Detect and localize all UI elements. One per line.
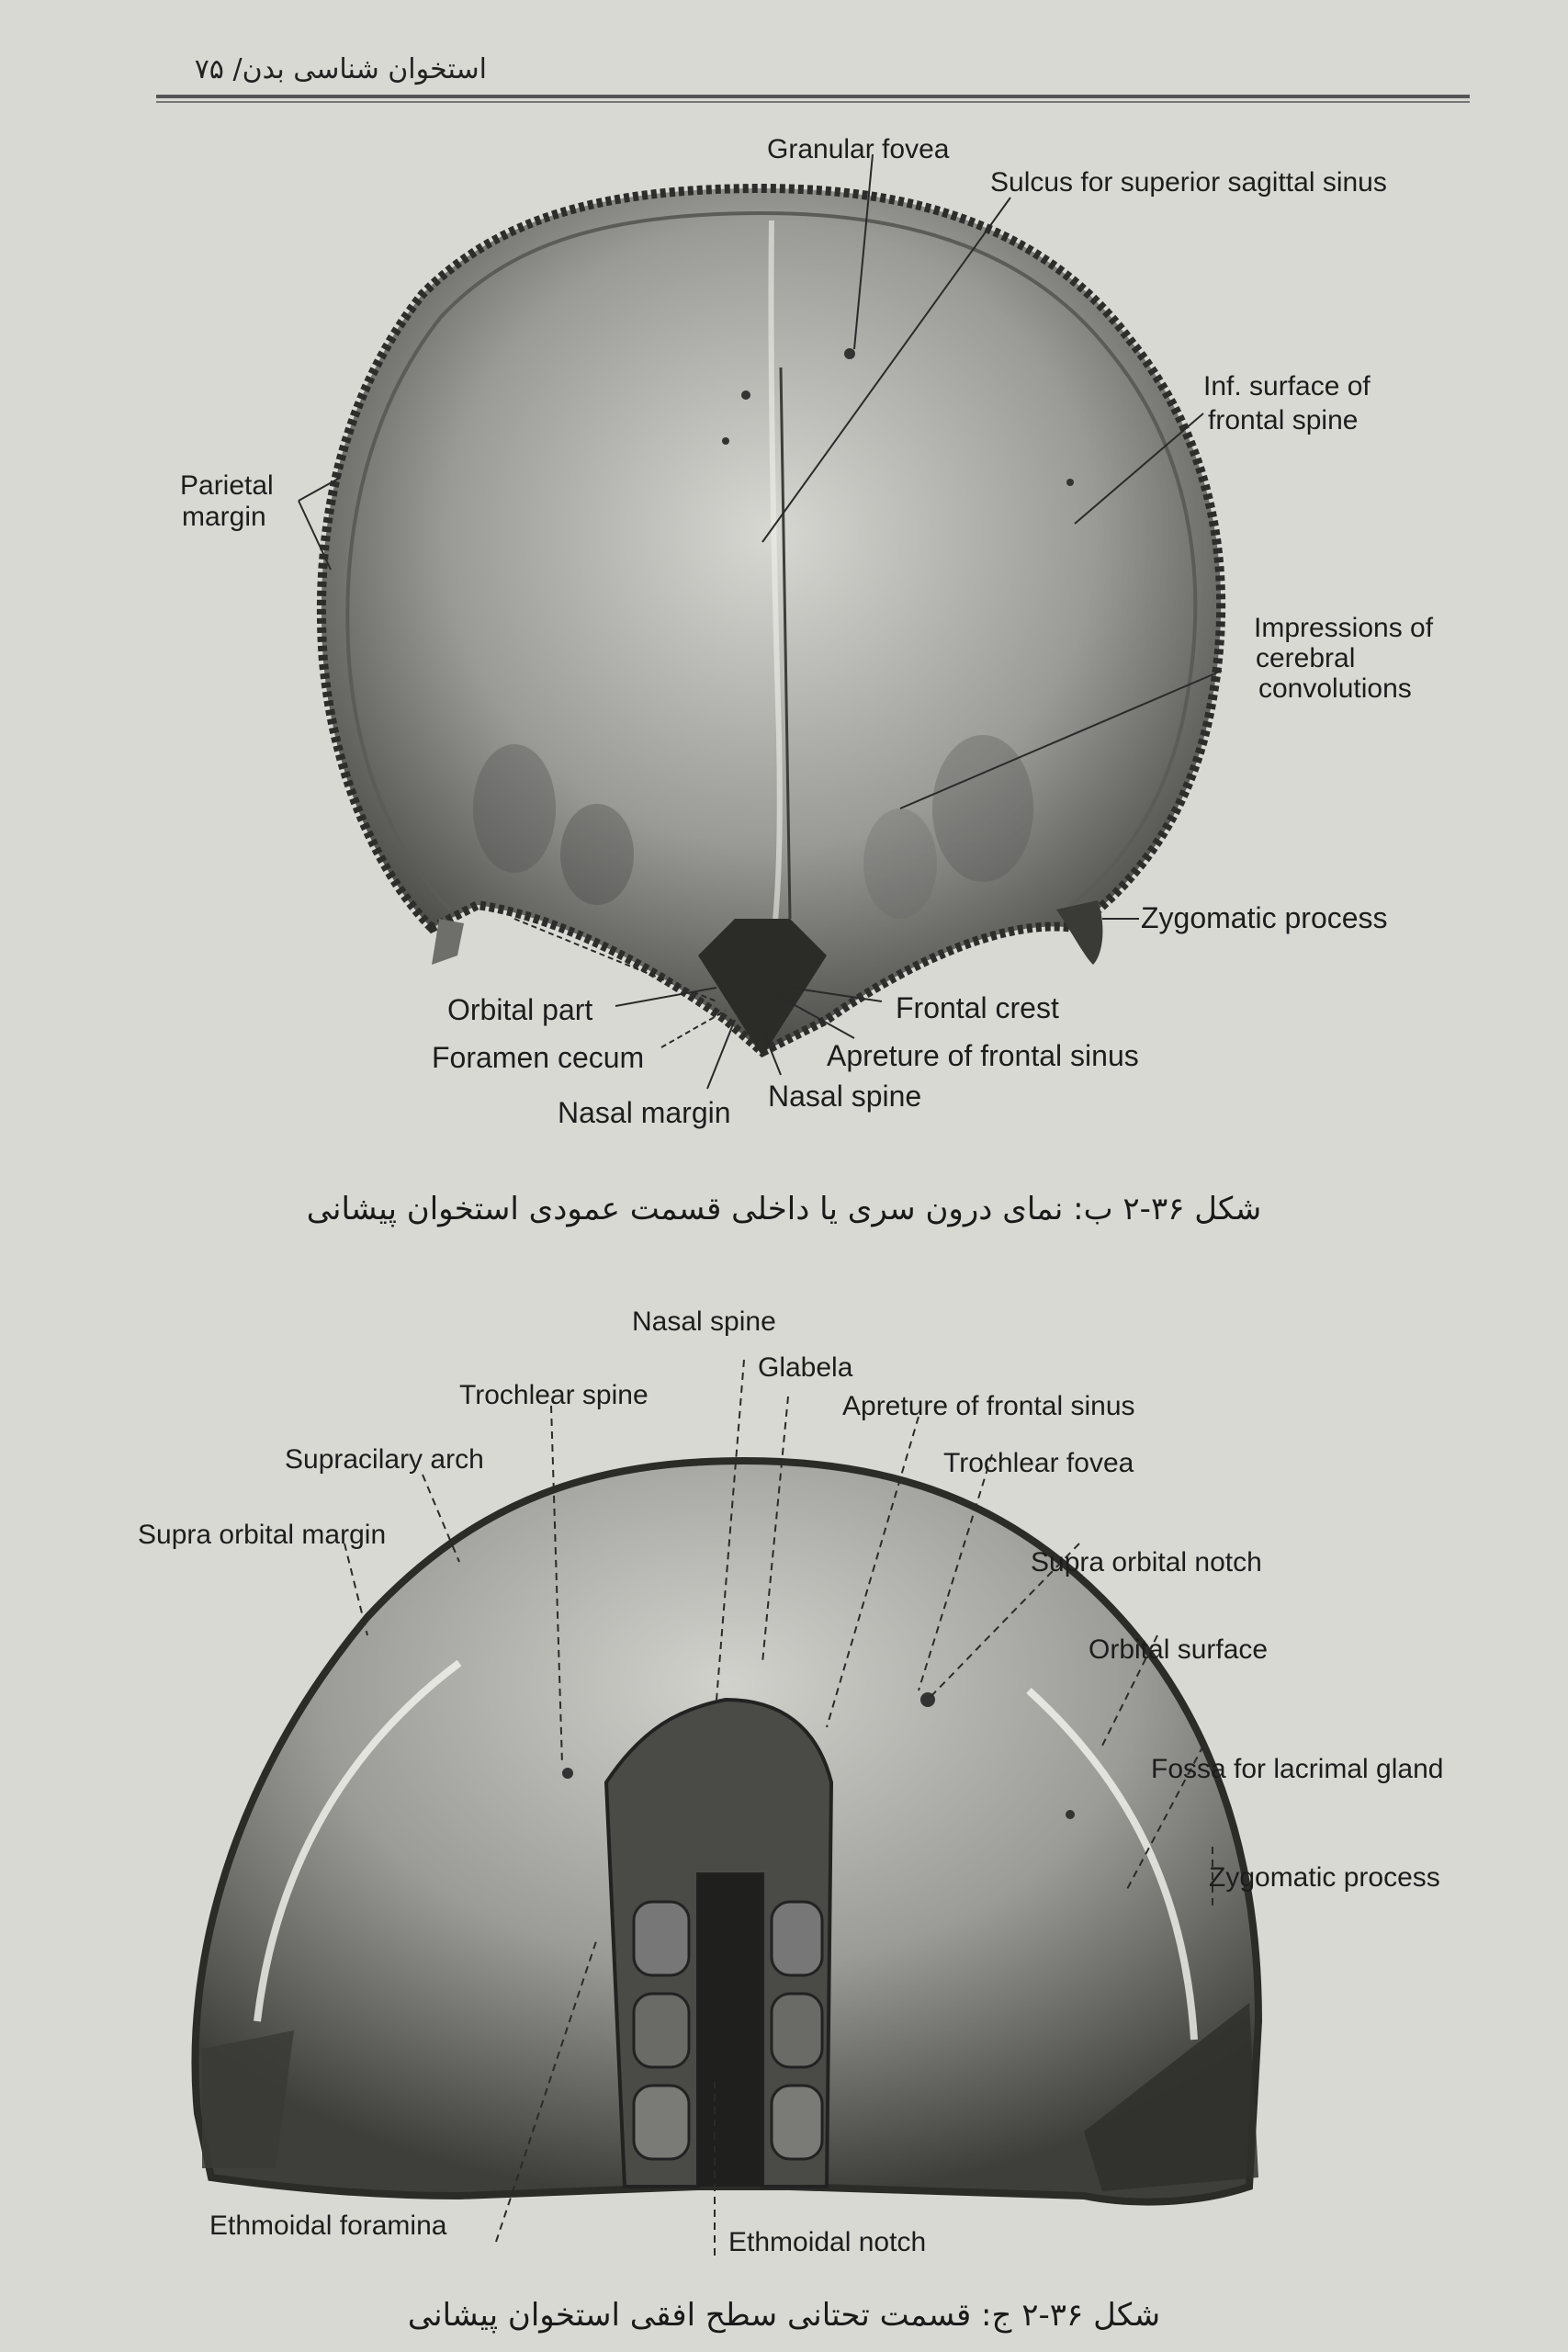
- label-frontal-crest: Frontal crest: [896, 991, 1059, 1024]
- label-inf-surface-frontal-spine-2: frontal spine: [1208, 405, 1359, 435]
- label-zygomatic-process-bottom: Zygomatic process: [1209, 1862, 1440, 1893]
- label-granular-fovea: Granular fovea: [767, 134, 950, 164]
- label-inf-surface-frontal-spine-1: Inf. surface of: [1203, 371, 1371, 401]
- label-orbital-surface: Orbital surface: [1089, 1634, 1269, 1665]
- label-ethmoidal-notch: Ethmoidal notch: [728, 2227, 927, 2257]
- running-title: استخوان شناسی بدن/ ۷۵: [194, 53, 487, 85]
- figure-caption-c: شکل ۳۶-۲ ج: قسمت تحتانی سطح افقی استخوان پیشانی: [407, 2297, 1161, 2334]
- label-impressions-1: Impressions of: [1254, 613, 1434, 643]
- label-supra-orbital-notch: Supra orbital notch: [1031, 1547, 1262, 1577]
- label-nasal-margin: Nasal margin: [558, 1096, 731, 1129]
- label-orbital-part: Orbital part: [447, 993, 593, 1026]
- label-nasal-spine: Nasal spine: [768, 1080, 922, 1113]
- label-nasal-spine-bottom: Nasal spine: [632, 1306, 776, 1337]
- label-sulcus-superior-sagittal-sinus: Sulcus for superior sagittal sinus: [990, 167, 1387, 198]
- label-apreture-frontal-sinus-bottom: Apreture of frontal sinus: [842, 1391, 1135, 1421]
- figure-caption-b: شکل ۳۶-۲ ب: نمای درون سری یا داخلی قسمت عمودی استخوان پیشانی: [306, 1191, 1262, 1227]
- label-zygomatic-process: Zygomatic process: [1141, 901, 1388, 934]
- label-trochlear-spine: Trochlear spine: [459, 1380, 649, 1410]
- label-impressions-2: cerebral: [1256, 643, 1356, 673]
- label-fossa-lacrimal-gland: Fossa for lacrimal gland: [1151, 1754, 1444, 1784]
- label-supra-orbital-margin: Supra orbital margin: [138, 1520, 387, 1550]
- frontal-bone-illustration: [321, 188, 1221, 1057]
- label-ethmoidal-foramina: Ethmoidal foramina: [209, 2211, 447, 2241]
- label-trochlear-fovea: Trochlear fovea: [943, 1448, 1134, 1478]
- label-impressions-3: convolutions: [1258, 673, 1412, 704]
- figure-frontal-inferior-view: [0, 1268, 1568, 2260]
- label-apreture-frontal-sinus: Apreture of frontal sinus: [827, 1039, 1139, 1072]
- label-glabela: Glabela: [758, 1352, 853, 1383]
- label-parietal-margin-1: Parietal: [180, 470, 274, 501]
- label-supracilary-arch: Supracilary arch: [285, 1444, 484, 1475]
- label-parietal-margin-2: margin: [182, 502, 266, 532]
- label-foramen-cecum: Foramen cecum: [432, 1041, 645, 1074]
